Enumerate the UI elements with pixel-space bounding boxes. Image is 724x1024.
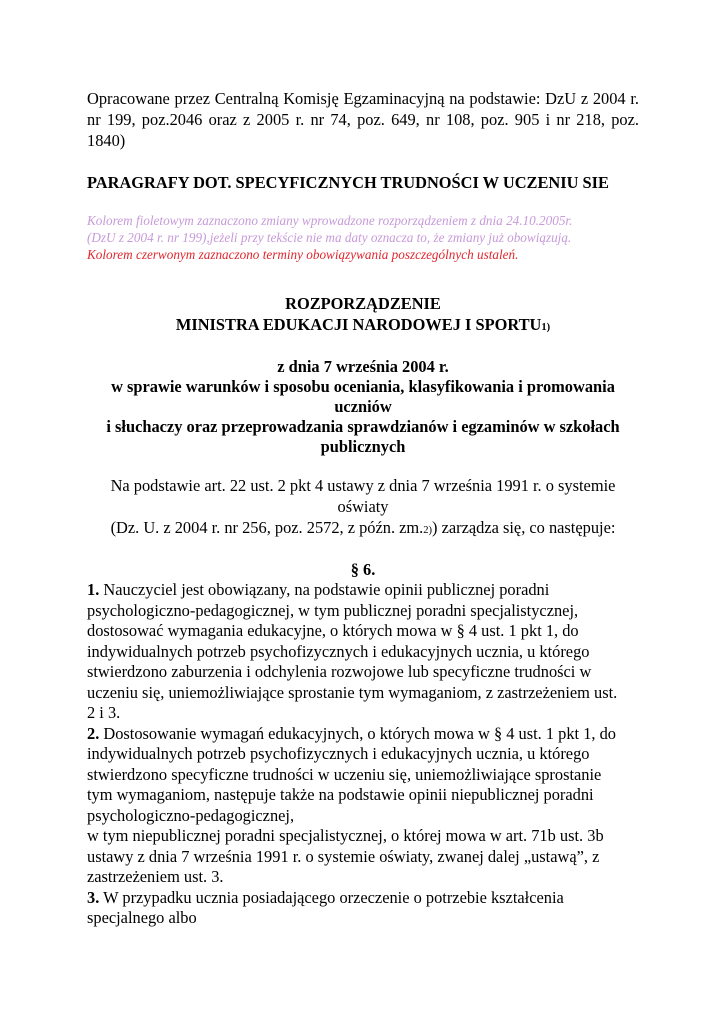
document-heading: PARAGRAFY DOT. SPECYFICZNYCH TRUDNOŚCI W UCZENIU SIE	[87, 173, 609, 192]
point-line: indywidualnych potrzeb psychofizycznych i edukacyjnych ucznia, u którego	[87, 744, 590, 763]
paragraph-body	[87, 580, 639, 929]
legal-basis	[87, 475, 639, 541]
violet-note-line-2: (DzU z 2004 r. nr 199),jeżeli przy tekście nie ma daty oznacza to, że zmiany już obowiązują.	[87, 230, 572, 245]
basis-line-2: oświaty	[337, 497, 389, 516]
color-legend	[87, 212, 639, 263]
point-number: 3.	[87, 887, 100, 907]
title-line-1: ROZPORZĄDZENIE	[285, 294, 441, 313]
point-line: psychologiczno-pedagogicznej, w tym publicznej poradni specjalistycznej,	[87, 600, 579, 620]
point-line: specjalnego albo	[87, 908, 197, 927]
red-note-line: Kolorem czerwonym zaznaczono terminy obowiązywania poszczególnych ustaleń.	[87, 247, 519, 262]
point-line	[87, 724, 639, 745]
title-ministry: MINISTRA EDUKACJI NARODOWEJ I SPORTU	[175, 315, 542, 334]
intro-source-note: Opracowane przez Centralną Komisję Egzaminacyjną na podstawie: DzU z 2004 r. nr 199, poz.2046 oraz z 2005 r. nr 74, poz. 649, nr 108, poz. 905 i nr 218, poz. 1840)	[87, 89, 639, 150]
point-line: stwierdzono specyficzne trudności w uczeniu się, uniemożliwiające sprostanie	[87, 764, 602, 784]
point-text: W przypadku ucznia posiadającego orzeczenie o potrzebie kształcenia	[99, 887, 564, 907]
point-line: indywidualnych potrzeb psychofizycznych i edukacyjnych ucznia, u którego	[87, 641, 590, 661]
regulation-date-subject	[87, 357, 639, 457]
basis-line-3	[87, 517, 639, 541]
point-line	[87, 580, 639, 601]
point-number: 1.	[87, 580, 100, 599]
subject-line-1: w sprawie warunków i sposobu oceniania, klasyfikowania i promowania	[111, 377, 615, 396]
regulation-title	[87, 293, 639, 338]
point-line: uczeniu się, uniemożliwiające sprostanie tym wymaganiom, z zastrzeżeniem ust.	[87, 682, 618, 702]
document-page	[87, 88, 639, 929]
paragraph-sign: § 6.	[350, 560, 376, 579]
point-line: dostosować wymagania edukacyjne, o których mowa w § 4 ust. 1 pkt 1, do	[87, 621, 579, 640]
point-3	[87, 888, 639, 929]
point-text: Dostosowanie wymagań edukacyjnych, o których mowa w § 4 ust. 1 pkt 1, do	[99, 723, 616, 743]
point-2	[87, 724, 639, 888]
footnote-ref-2: 2)	[423, 525, 433, 536]
point-line	[87, 888, 639, 909]
point-line: stwierdzono zaburzenia i odchylenia rozwojowe lub specyficzne trudności w	[87, 662, 592, 681]
point-line: 2 i 3.	[87, 703, 121, 722]
date-line: z dnia 7 września 2004 r.	[277, 357, 449, 376]
point-line: w tym niepublicznej poradni specjalistycznej, o której mowa w art. 71b ust. 3b	[87, 826, 604, 845]
point-line: tym wymaganiom, następuje także na podstawie opinii niepublicznej poradni	[87, 785, 594, 804]
footnote-ref-1: 1)	[541, 322, 551, 333]
point-line: ustawy z dnia 7 września 1991 r. o systemie oświaty, zwanej dalej „ustawą”, z	[87, 846, 600, 866]
point-line: psychologiczno-pedagogicznej,	[87, 805, 295, 825]
basis-closing: ) zarządza się, co następuje:	[432, 518, 616, 537]
basis-line-1: Na podstawie art. 22 ust. 2 pkt 4 ustawy z dnia 7 września 1991 r. o systemie	[110, 476, 616, 495]
point-text: Nauczyciel jest obowiązany, na podstawie opinii publicznej poradni	[99, 580, 550, 599]
subject-line-4: publicznych	[320, 437, 406, 456]
basis-citation: (Dz. U. z 2004 r. nr 256, poz. 2572, z późn. zm.	[110, 518, 424, 537]
subject-line-2: uczniów	[334, 397, 392, 416]
point-1	[87, 580, 639, 724]
title-line-2	[87, 314, 639, 338]
subject-line-3: i słuchaczy oraz przeprowadzania sprawdzianów i egzaminów w szkołach	[106, 417, 620, 436]
violet-note-line-1: Kolorem fioletowym zaznaczono zmiany wprowadzone rozporządzeniem z dnia 24.10.2005r.	[87, 213, 573, 228]
point-number: 2.	[87, 723, 100, 743]
point-line: zastrzeżeniem ust. 3.	[87, 867, 224, 886]
